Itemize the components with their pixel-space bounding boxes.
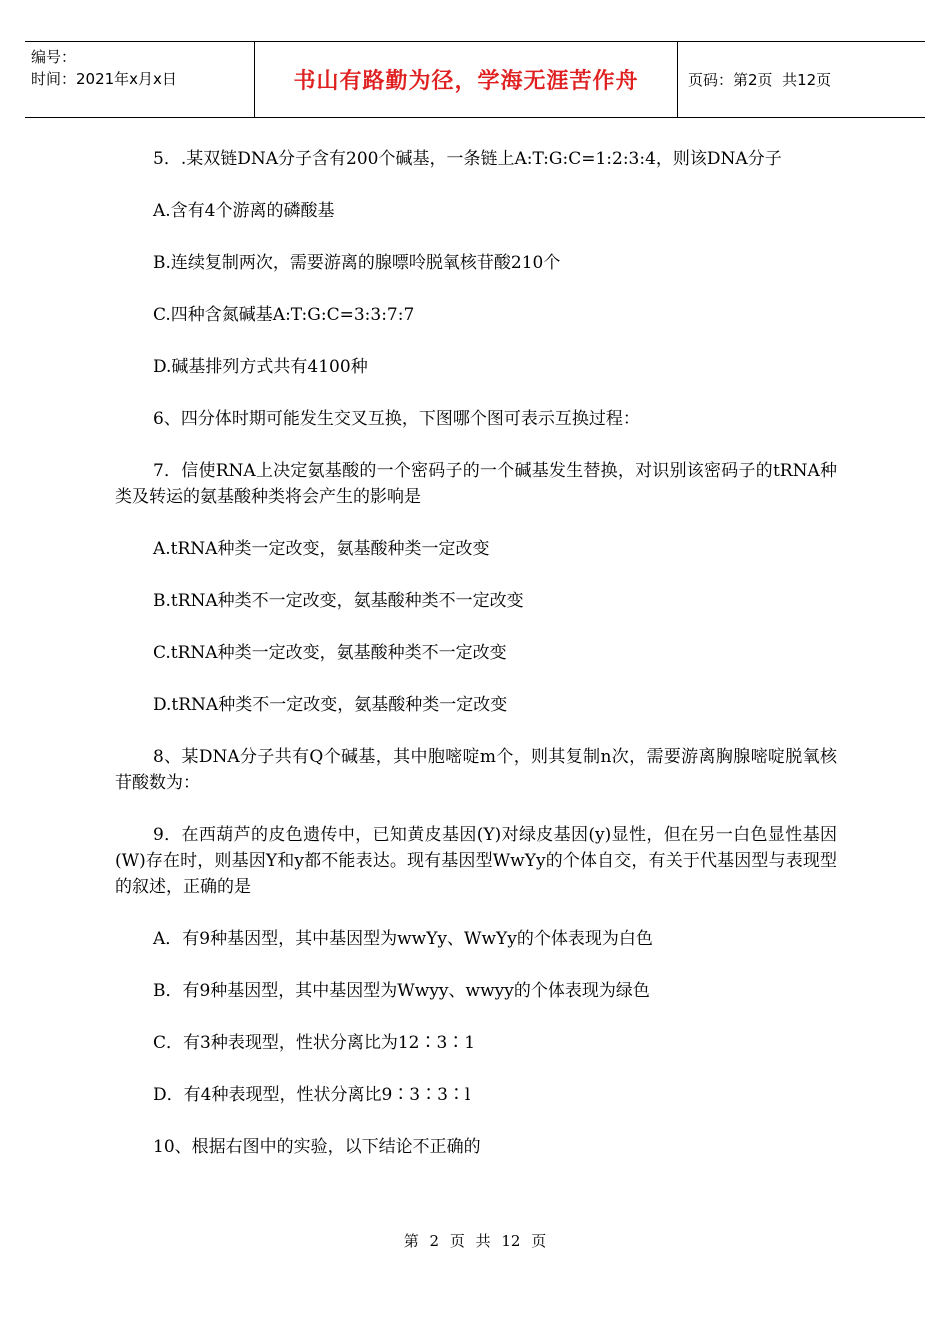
- question-5-option-a: A.含有4个游离的磷酸基: [153, 201, 335, 221]
- question-9-stem: 9．在西葫芦的皮色遗传中，已知黄皮基因(Y)对绿皮基因(y)显性，但在另一白色显性基因(W)存在时，则基因Y和y都不能表达。现有基因型WwYy的个体自交，有关于代基因型与表现型的叙述，正确的是: [115, 825, 837, 897]
- question-9-option-c: C．有3种表现型，性状分离比为12∶3∶1: [153, 1033, 476, 1053]
- header-motto-cell: [254, 42, 678, 117]
- question-7-option-d: D.tRNA种类不一定改变，氨基酸种类一定改变: [153, 695, 508, 715]
- question-5-option-b: B.连续复制两次，需要游离的腺嘌呤脱氧核苷酸210个: [153, 253, 561, 273]
- question-8-stem: 8、某DNA分子共有Q个碱基，其中胞嘧啶m个，则其复制n次，需要游离胸腺嘧啶脱氧核苷酸数为：: [115, 747, 837, 793]
- code-label: 编号：: [31, 48, 77, 66]
- time-label: 时间：2021年x月x日: [31, 70, 177, 88]
- footer-page-number: 第 2 页 共 12 页: [403, 1232, 547, 1250]
- question-5-option-c: C.四种含氮碱基A:T:G:C=3:3:7:7: [153, 305, 415, 325]
- header-meta: [25, 42, 254, 117]
- page-info-text: 页码：第2页 共12页: [688, 71, 832, 89]
- question-7-option-c: C.tRNA种类一定改变，氨基酸种类不一定改变: [153, 643, 507, 663]
- question-7-option-a: A.tRNA种类一定改变，氨基酸种类一定改变: [153, 539, 490, 559]
- page-header: [25, 41, 925, 118]
- question-10-stem: 10、根据右图中的实验，以下结论不正确的: [153, 1137, 481, 1157]
- question-9-option-d: D．有4种表现型，性状分离比9∶3∶3∶l: [153, 1085, 471, 1105]
- motto-text: 书山有路勤为径，学海无涯苦作舟: [293, 69, 639, 94]
- document-body: [115, 146, 837, 1186]
- question-6-stem: 6、四分体时期可能发生交叉互换，下图哪个图可表示互换过程：: [153, 409, 640, 429]
- header-page-info: [678, 42, 925, 117]
- question-7-option-b: B.tRNA种类不一定改变，氨基酸种类不一定改变: [153, 591, 524, 611]
- question-5-stem: 5．.某双链DNA分子含有200个碱基，一条链上A:T:G:C=1:2:3:4，则该DNA分子: [153, 149, 782, 169]
- question-9-option-a: A．有9种基因型，其中基因型为wwYy、WwYy的个体表现为白色: [153, 929, 653, 949]
- page-footer: [0, 1230, 950, 1251]
- question-9-option-b: B．有9种基因型，其中基因型为Wwyy、wwyy的个体表现为绿色: [153, 981, 650, 1001]
- question-5-option-d: D.碱基排列方式共有4100种: [153, 357, 368, 377]
- question-7-stem: 7．信使RNA上决定氨基酸的一个密码子的一个碱基发生替换，对识别该密码子的tRNA种类及转运的氨基酸种类将会产生的影响是: [115, 461, 837, 507]
